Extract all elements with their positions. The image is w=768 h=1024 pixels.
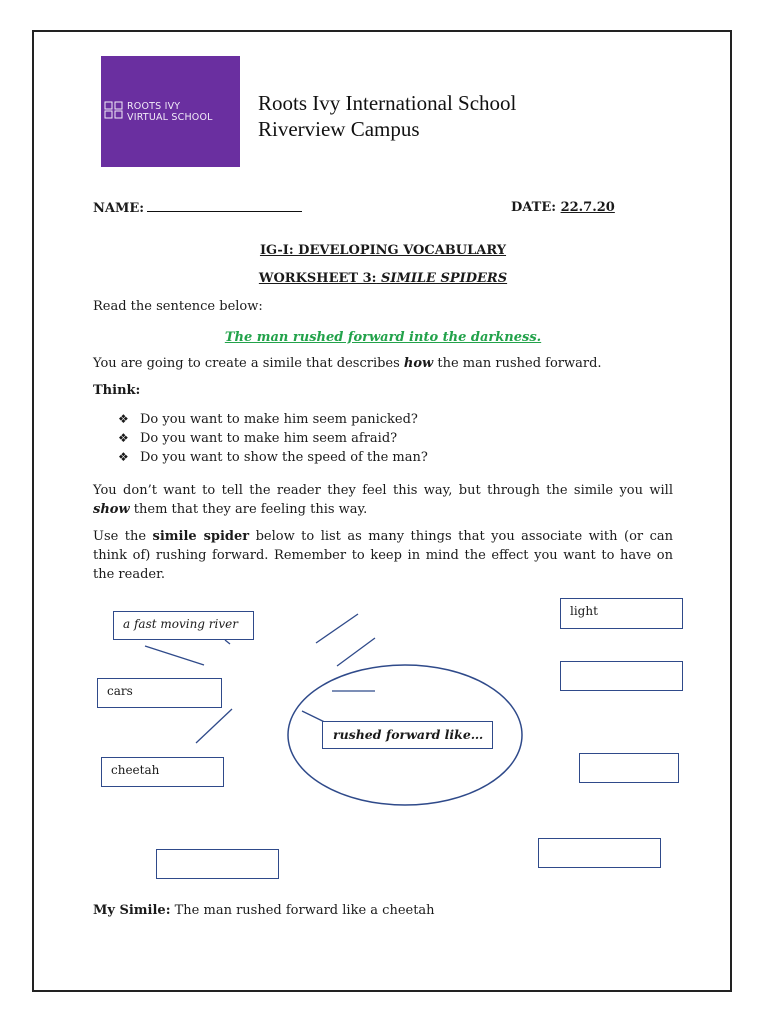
use-text-a: Use the [93,529,153,544]
logo-line-1: ROOTS IVY [127,101,181,112]
spider-box-light[interactable]: light [560,598,683,629]
create-text-b: the man rushed forward. [433,356,602,371]
spider-leg [225,640,230,644]
school-name: Roots Ivy International School [258,91,517,115]
diamond-bullet-icon: ❖ [118,412,129,426]
spider-box-empty[interactable] [156,849,279,879]
spider-box-empty[interactable] [560,661,683,691]
spider-box-cars[interactable]: cars [97,678,222,708]
worksheet-topic: SIMILE SPIDERS [380,271,508,286]
spider-box-cheetah[interactable]: cheetah [101,757,224,787]
spider-box-empty[interactable] [579,753,679,783]
my-simile-text: The man rushed forward like a cheetah [170,903,435,918]
bullet-text: Do you want to make him seem afraid? [140,431,398,446]
use-text-b: below to list as many things that you associate with (or can think of) rushing forward. Remember to keep in mind the effect you want to have on the reader. [93,529,673,582]
date-label: DATE: [511,200,557,215]
tell-text-em: show [93,502,130,517]
tell-text-b: them that they are feeling this way. [129,502,368,517]
worksheet-prefix: WORKSHEET 3: [258,271,377,286]
name-label: NAME: [93,201,145,216]
read-instruction: Read the sentence below: [93,299,263,314]
bullet-text: Do you want to show the speed of the man? [140,450,428,465]
use-text-bold: simile spider [152,529,250,544]
target-sentence-text: The man rushed forward into the darkness. [224,330,542,345]
spider-center-label: rushed forward like… [322,721,493,749]
my-simile [93,901,435,920]
spider-leg [316,614,358,643]
course-title: IG-I: DEVELOPING VOCABULARY [259,243,507,258]
think-heading: Think: [93,383,141,398]
spider-leg [145,646,204,665]
logo-line-2: VIRTUAL SCHOOL [127,112,213,123]
create-text-a: You are going to create a simile that describes [93,356,404,371]
diamond-bullet-icon: ❖ [118,431,129,445]
spider-box-empty[interactable] [538,838,661,868]
bullet-text: Do you want to make him seem panicked? [140,412,418,427]
diamond-bullet-icon: ❖ [118,450,129,464]
tell-text-a: You don’t want to tell the reader they feel this way, but through the simile you will [93,483,673,498]
date-value: 22.7.20 [560,200,615,215]
spider-box-river[interactable]: a fast moving river [113,611,254,640]
spider-leg [196,709,232,743]
my-simile-label: My Simile: [93,903,171,918]
school-campus: Riverview Campus [258,117,420,141]
create-text-em: how [403,356,434,371]
spider-leg [337,638,375,666]
